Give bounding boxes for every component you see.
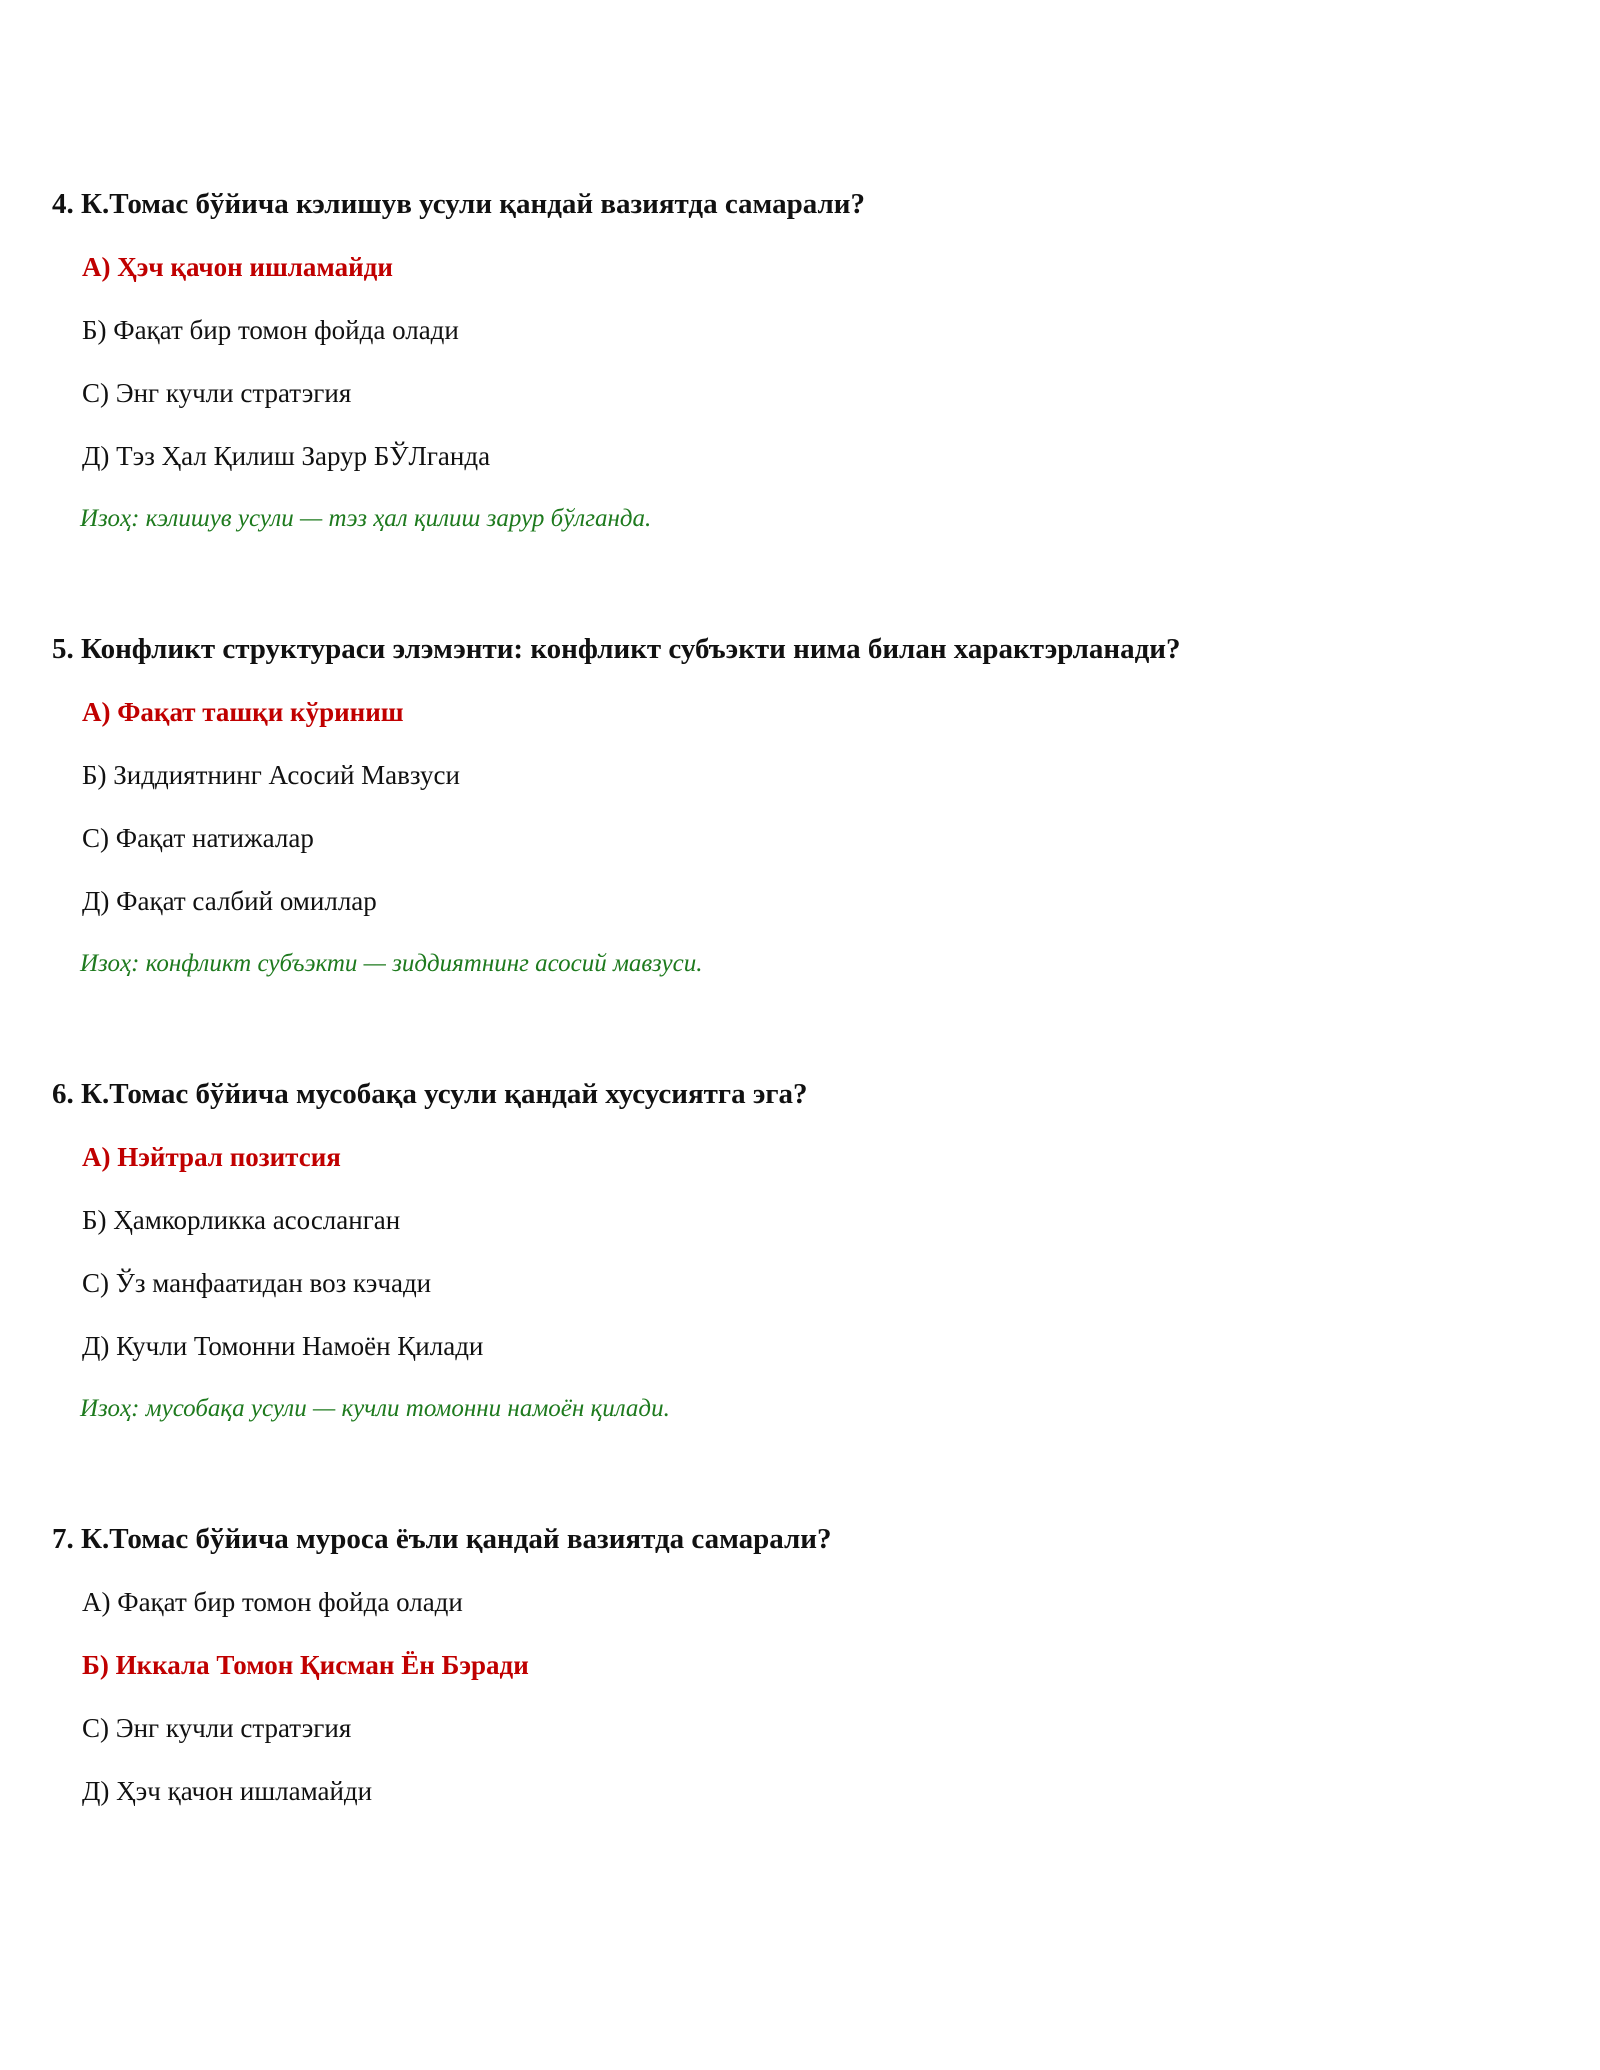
question-title: 6. К.Томас бўйича мусобақа усули қандай хусусиятга эга? [52,1078,808,1110]
question-title: 4. К.Томас бўйича кэлишув усули қандай вазиятда самарали? [52,188,865,220]
option-b: Б) Ҳамкорликка асосланган [82,1205,401,1235]
option-d: Д) Фақат салбий омиллар [82,886,377,916]
option-a: А) Фақат бир томон фойда олади [82,1587,463,1617]
option-a-correct: А) Фақат ташқи кўриниш [82,697,404,727]
question-title: 7. К.Томас бўйича муроса ёъли қандай вазиятда самарали? [52,1523,832,1555]
option-d: Д) Тэз Ҳал Қилиш Зарур БЎЛганда [82,441,491,471]
question-title: 5. Конфликт структураси элэмэнти: конфликт субъэкти нима билан характэрланади? [52,633,1181,665]
explanation-note: Изоҳ: конфликт субъэкти — зиддиятнинг асосий мавзуси. [80,950,703,977]
option-d: Д) Ҳэч қачон ишламайди [82,1776,373,1806]
option-b-correct: Б) Иккала Томон Қисман Ён Бэради [82,1650,529,1680]
option-c: С) Энг кучли стратэгия [82,378,352,408]
option-b: Б) Фақат бир томон фойда олади [82,315,459,345]
option-c: С) Ўз манфаатидан воз кэчади [82,1268,432,1298]
option-a-correct: А) Ҳэч қачон ишламайди [82,252,393,282]
option-c: С) Энг кучли стратэгия [82,1713,352,1743]
explanation-note: Изоҳ: мусобақа усули — кучли томонни намоён қилади. [80,1395,670,1422]
question-4 [52,187,1552,532]
option-a-correct: А) Нэйтрал позитсия [82,1142,341,1172]
question-7 [52,1522,1552,1806]
question-5 [52,632,1552,977]
explanation-note: Изоҳ: кэлишув усули — тэз ҳал қилиш зарур бўлганда. [80,505,652,532]
option-d: Д) Кучли Томонни Намоён Қилади [82,1331,484,1361]
option-b: Б) Зиддиятнинг Асосий Мавзуси [82,760,460,790]
option-c: С) Фақат натижалар [82,823,314,853]
question-6 [52,1077,1552,1422]
